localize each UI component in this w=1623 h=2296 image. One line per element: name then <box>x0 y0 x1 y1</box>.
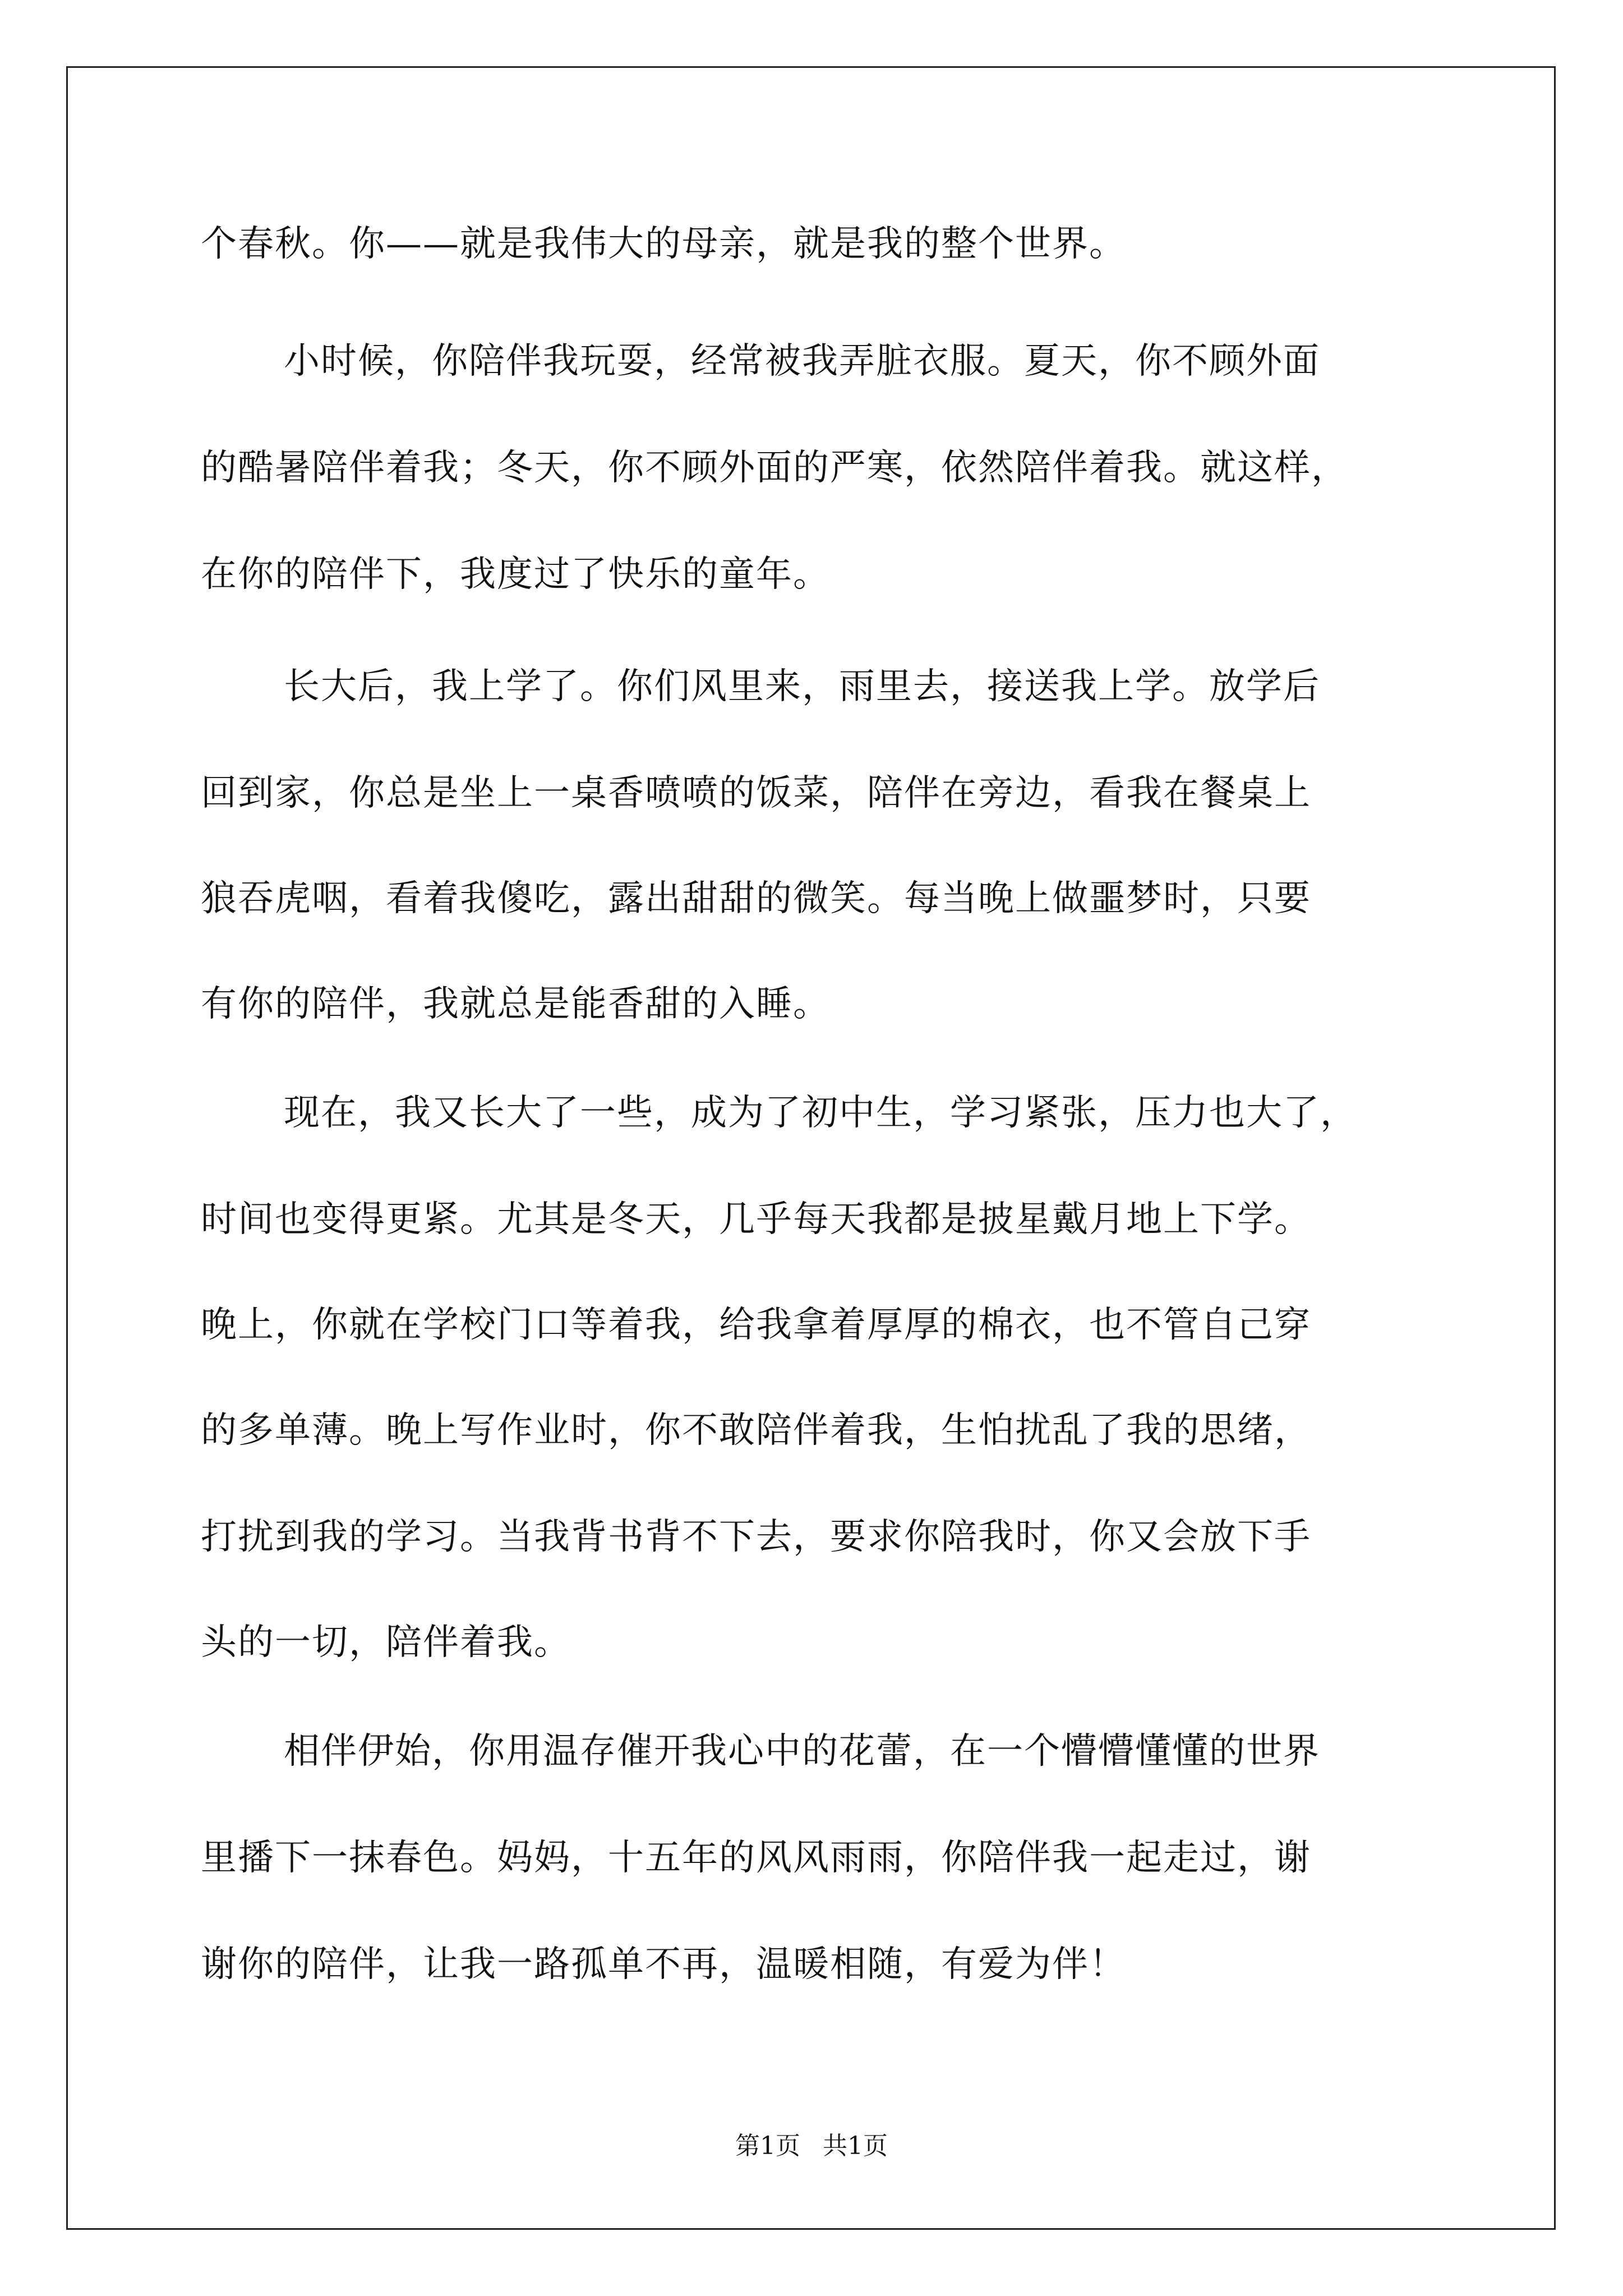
text-line: 晚上，你就在学校门口等着我，给我拿着厚厚的棉衣，也不管自己穿 <box>201 1304 1311 1346</box>
text-line: 谢你的陪伴，让我一路孤单不再，温暖相随，有爱为伴！ <box>201 1944 1126 1985</box>
paragraph-start-line: 相伴伊始，你用温存催开我心中的花蕾，在一个懵懵懂懂的世界 <box>284 1731 1320 1772</box>
text-line: 时间也变得更紧。尤其是冬天，几乎每天我都是披星戴月地上下学。 <box>201 1199 1311 1240</box>
text-line: 里播下一抹春色。妈妈，十五年的风风雨雨，你陪伴我一起走过，谢 <box>201 1837 1311 1879</box>
page-footer <box>0 2131 1623 2162</box>
page-number-current: 第1页 <box>735 2132 800 2160</box>
text-line: 回到家，你总是坐上一桌香喷喷的饭菜，陪伴在旁边，看我在餐桌上 <box>201 772 1311 814</box>
page-border <box>66 66 1556 2230</box>
text-line: 个春秋。你——就是我伟大的母亲，就是我的整个世界。 <box>201 223 1126 265</box>
page-number-total: 共1页 <box>823 2132 888 2160</box>
paragraph-start-line: 小时候，你陪伴我玩耍，经常被我弄脏衣服。夏天，你不顾外面 <box>284 341 1320 382</box>
text-line: 有你的陪伴，我就总是能香甜的入睡。 <box>201 983 830 1025</box>
paragraph-start-line: 长大后，我上学了。你们风里来，雨里去，接送我上学。放学后 <box>284 666 1320 707</box>
paragraph-start-line: 现在，我又长大了一些，成为了初中生，学习紧张，压力也大了， <box>284 1092 1357 1134</box>
text-line: 狼吞虎咽，看着我傻吃，露出甜甜的微笑。每当晚上做噩梦时，只要 <box>201 878 1311 919</box>
text-line: 打扰到我的学习。当我背书背不下去，要求你陪我时，你又会放下手 <box>201 1516 1311 1558</box>
text-line: 的酷暑陪伴着我；冬天，你不顾外面的严寒，依然陪伴着我。就这样， <box>201 447 1348 489</box>
text-line: 头的一切，陪伴着我。 <box>201 1622 571 1663</box>
text-line: 的多单薄。晚上写作业时，你不敢陪伴着我，生怕扰乱了我的思绪， <box>201 1410 1311 1451</box>
text-line: 在你的陪伴下，我度过了快乐的童年。 <box>201 554 830 595</box>
